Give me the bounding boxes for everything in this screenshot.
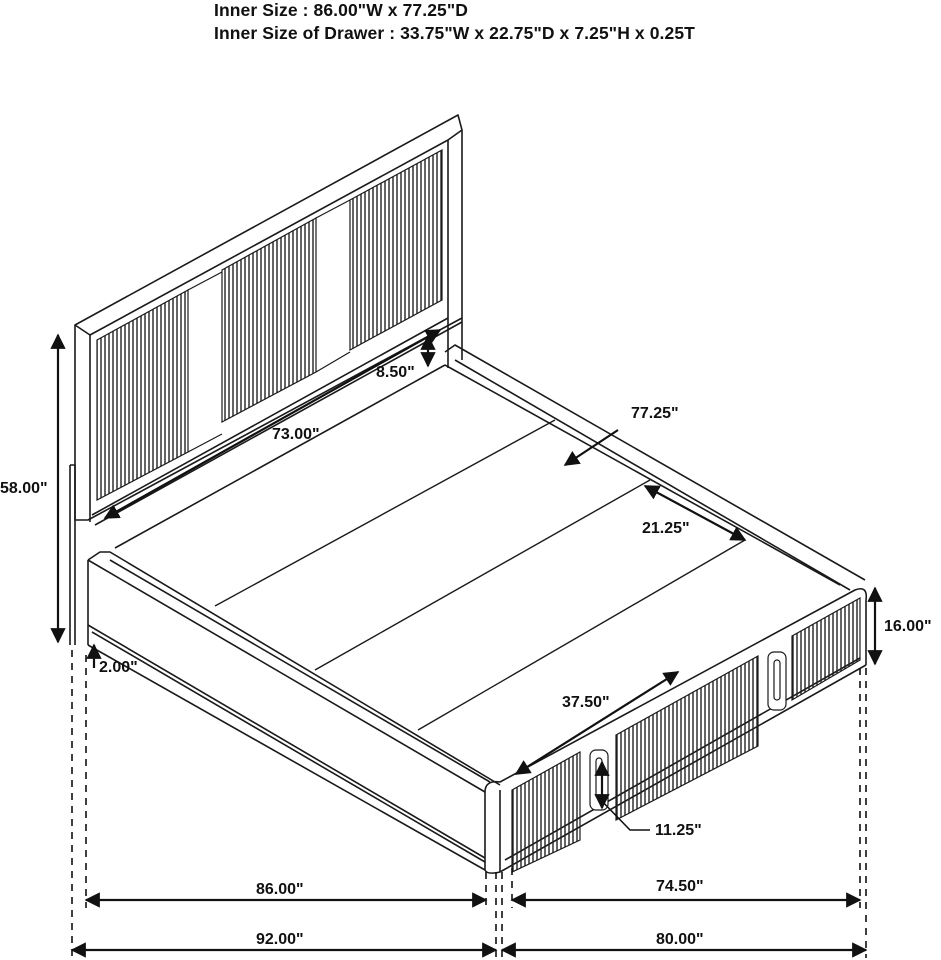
inner-size-spec: Inner Size : 86.00"W x 77.25"D [214,0,469,20]
panel-gap-label: 8.50" [376,364,415,381]
inner-depth-label: 77.25" [631,405,679,422]
headboard-height-label: 58.00" [0,480,48,497]
headboard-width-label: 73.00" [272,426,320,443]
footboard-height-label: 16.00" [884,618,932,635]
slat-spacing-label: 21.25" [642,520,690,537]
leg-height-label: 2.00" [99,659,138,676]
inner-length-label: 74.50" [656,878,704,895]
inner-width-label: 86.00" [256,881,304,898]
drawer-height-label: 11.25" [655,822,702,839]
overall-length-label: 80.00" [656,931,704,948]
drawer-width-label: 37.50" [562,694,610,711]
headboard-fluted-panels [97,150,442,500]
overall-width-label: 92.00" [256,931,304,948]
drawer-inner-size-spec: Inner Size of Drawer : 33.75"W x 22.75"D x 7.25"H x 0.25T [214,23,695,43]
